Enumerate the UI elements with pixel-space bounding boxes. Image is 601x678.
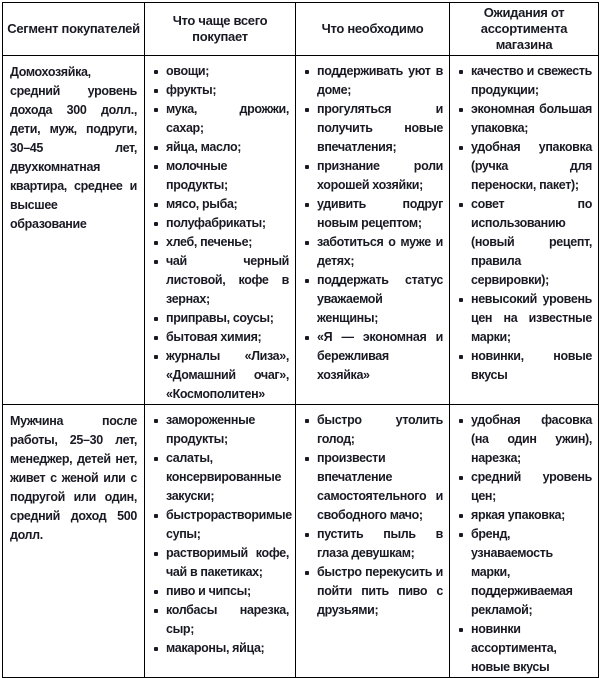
bullet-item: приправы, соусы;	[153, 309, 289, 328]
bullet-item: яйца, масло;	[153, 138, 289, 157]
bullet-item: бытовая химия;	[153, 328, 289, 347]
bullet-item: быстро утолить голод;	[304, 411, 443, 449]
bullet-item: бренд, узнаваемость марки, поддерживаемая рекламой;	[458, 525, 592, 620]
purchases-list	[145, 405, 295, 658]
bullet-item: пустить пыль в глаза девушкам;	[304, 525, 443, 563]
bullet-item: «Я — экономная и бережливая хозяйка»	[304, 328, 443, 385]
segment-cell	[3, 56, 145, 405]
bullet-item: признание роли хорошей хозяйки;	[304, 157, 443, 195]
expectations-list	[450, 56, 598, 385]
bullet-item: хлеб, печенье;	[153, 233, 289, 252]
segment-description: Мужчина после работы, 25–30 лет, менеджер, детей нет, живет с женой или с подругой или один, средний доход 500 долл.	[10, 414, 137, 542]
bullet-item: молочные продукты;	[153, 157, 289, 195]
bullet-item: удивить подруг новым рецептом;	[304, 195, 443, 233]
bullet-item: удобная упаковка (ручка для переноски, пакет);	[458, 138, 592, 195]
bullet-item: невысокий уровень цен на известные марки;	[458, 290, 592, 347]
bullet-item: поддерживать уют в доме;	[304, 62, 443, 100]
table-header-row	[3, 3, 599, 56]
header-cell-needs: Что необходимо	[296, 3, 450, 56]
bullet-item: растворимый кофе, чай в пакетиках;	[153, 544, 289, 582]
bullet-item: макароны, яйца;	[153, 639, 289, 658]
bullet-item: полуфабрикаты;	[153, 214, 289, 233]
expectations-cell	[450, 56, 599, 405]
bullet-item: заботиться о муже и детях;	[304, 233, 443, 271]
bullet-item: пиво и чипсы;	[153, 582, 289, 601]
bullet-item: быстрорастворимые супы;	[153, 506, 289, 544]
bullet-item: овощи;	[153, 62, 289, 81]
bullet-item: совет по использованию (новый рецепт, правила сервировки);	[458, 195, 592, 290]
bullet-item: прогуляться и получить новые впечатления;	[304, 100, 443, 157]
bullet-item: чай черный листовой, кофе в зернах;	[153, 252, 289, 309]
purchases-cell	[145, 405, 296, 678]
bullet-item: замороженные продукты;	[153, 411, 289, 449]
header-cell-segment: Сегмент покупателей	[3, 3, 145, 56]
header-cell-expectations: Ожидания от ассортимента магазина	[450, 3, 599, 56]
segment-cell	[3, 405, 145, 678]
header-cell-purchases: Что чаще всего покупает	[145, 3, 296, 56]
expectations-cell	[450, 405, 599, 678]
bullet-item: журналы «Лиза», «Домашний очаг», «Космополитен»	[153, 347, 289, 404]
segment-description: Домохозяйка, средний уровень дохода 300 долл., дети, муж, подруги, 30–45 лет, двухкомнатная квартира, среднее и высшее образование	[10, 65, 137, 231]
bullet-item: экономная большая упаковка;	[458, 100, 592, 138]
needs-cell	[296, 405, 450, 678]
bullet-item: качество и свежесть продукции;	[458, 62, 592, 100]
bullet-item: колбасы нарезка, сыр;	[153, 601, 289, 639]
expectations-list	[450, 405, 598, 677]
bullet-item: яркая упаковка;	[458, 506, 592, 525]
bullet-item: удобная фасовка (на один ужин), нарезка;	[458, 411, 592, 468]
bullet-item: новинки, новые вкусы	[458, 347, 592, 385]
table-row	[3, 405, 599, 678]
bullet-item: фрукты;	[153, 81, 289, 100]
needs-list	[296, 405, 449, 620]
bullet-item: салаты, консервированные закуски;	[153, 449, 289, 506]
purchases-cell	[145, 56, 296, 405]
bullet-item: мясо, рыба;	[153, 195, 289, 214]
customer-segments-table	[2, 2, 599, 678]
table-row	[3, 56, 599, 405]
bullet-item: произвести впечатление самостоятельного и свободного мачо;	[304, 449, 443, 525]
needs-cell	[296, 56, 450, 405]
bullet-item: мука, дрожжи, сахар;	[153, 100, 289, 138]
bullet-item: новинки ассортимента, новые вкусы	[458, 620, 592, 677]
needs-list	[296, 56, 449, 385]
bullet-item: поддержать статус уважаемой женщины;	[304, 271, 443, 328]
bullet-item: быстро перекусить и пойти пить пиво с друзьями;	[304, 563, 443, 620]
bullet-item: средний уровень цен;	[458, 468, 592, 506]
purchases-list	[145, 56, 295, 404]
